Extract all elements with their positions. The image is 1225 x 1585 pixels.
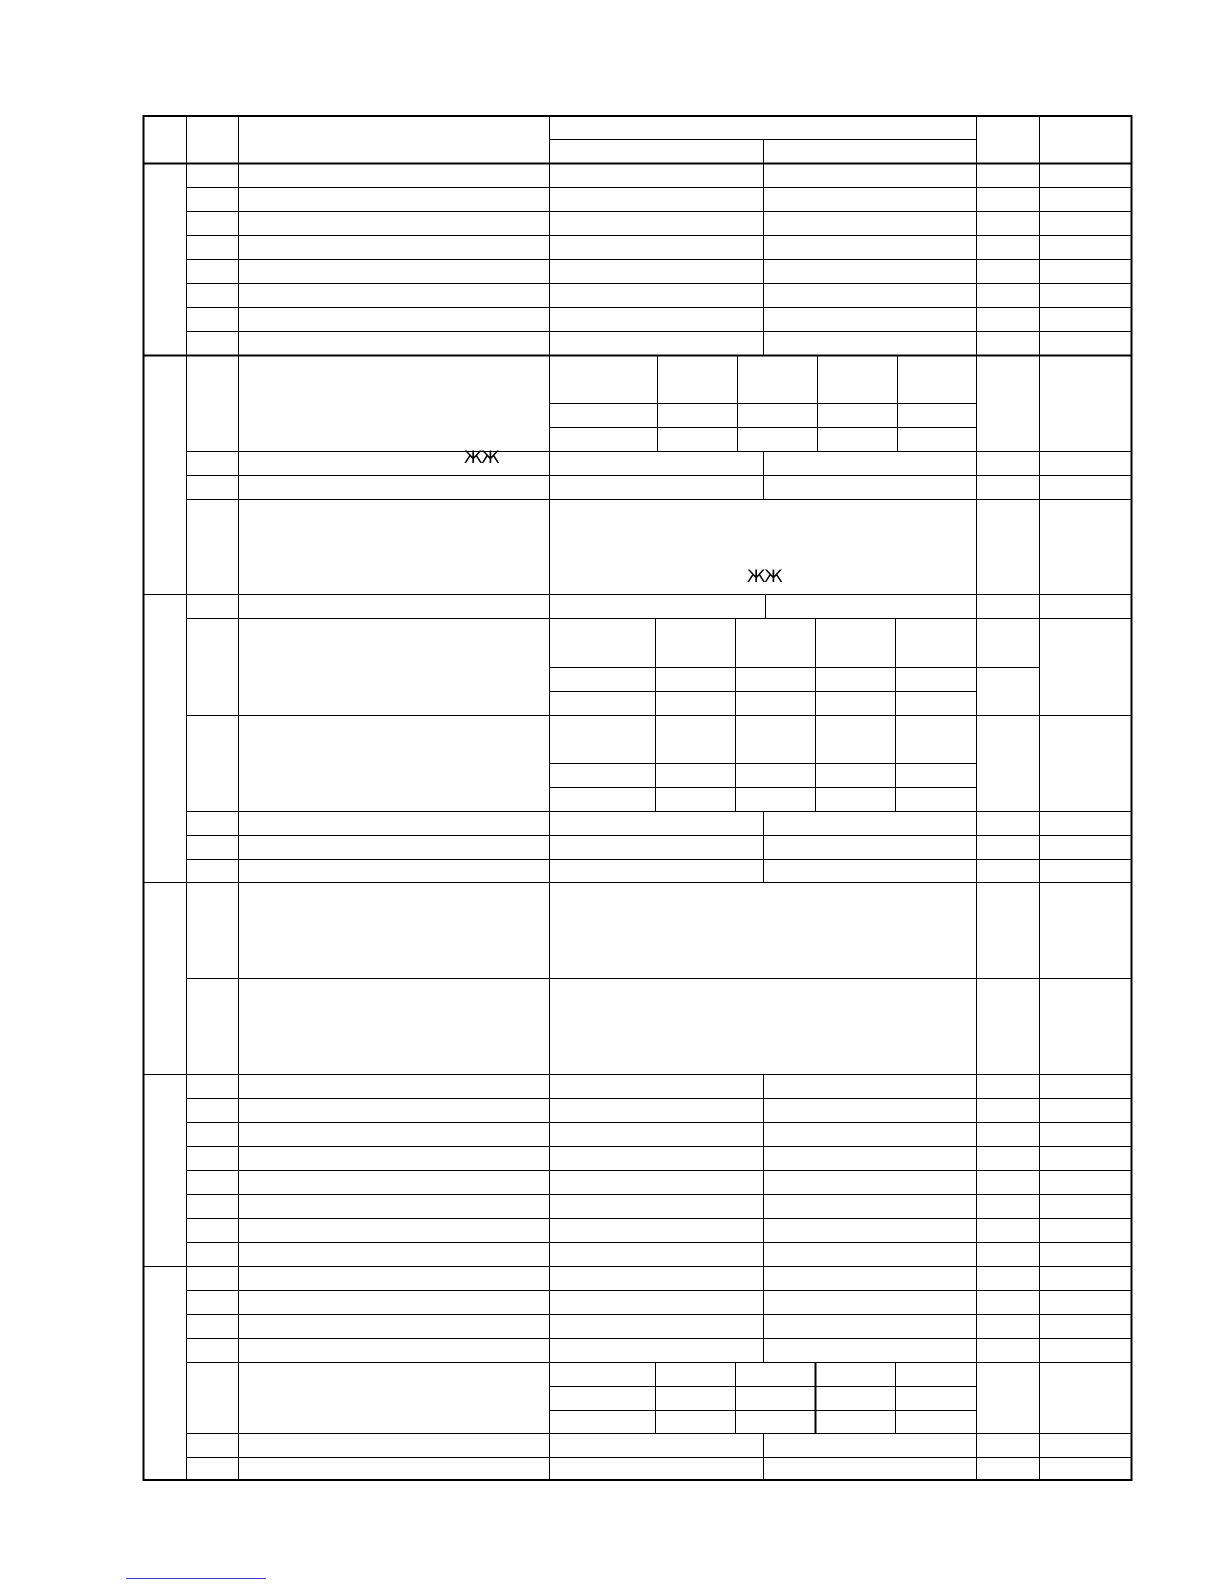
subgrid-block-a [550,356,977,452]
table-outer-border [144,116,1132,1480]
subgrid-block-d [550,1363,977,1434]
column-lines [187,116,1040,1480]
footer-underline [126,1578,266,1579]
marker-symbol: ЖЖ [747,567,782,587]
value-split-lines [764,164,766,1481]
subgrid-block-c [550,716,977,812]
subgrid-block-b [550,619,1040,716]
marker-symbol: ЖЖ [464,448,499,468]
header-lines [550,140,977,164]
section-boundaries [144,595,1132,1267]
